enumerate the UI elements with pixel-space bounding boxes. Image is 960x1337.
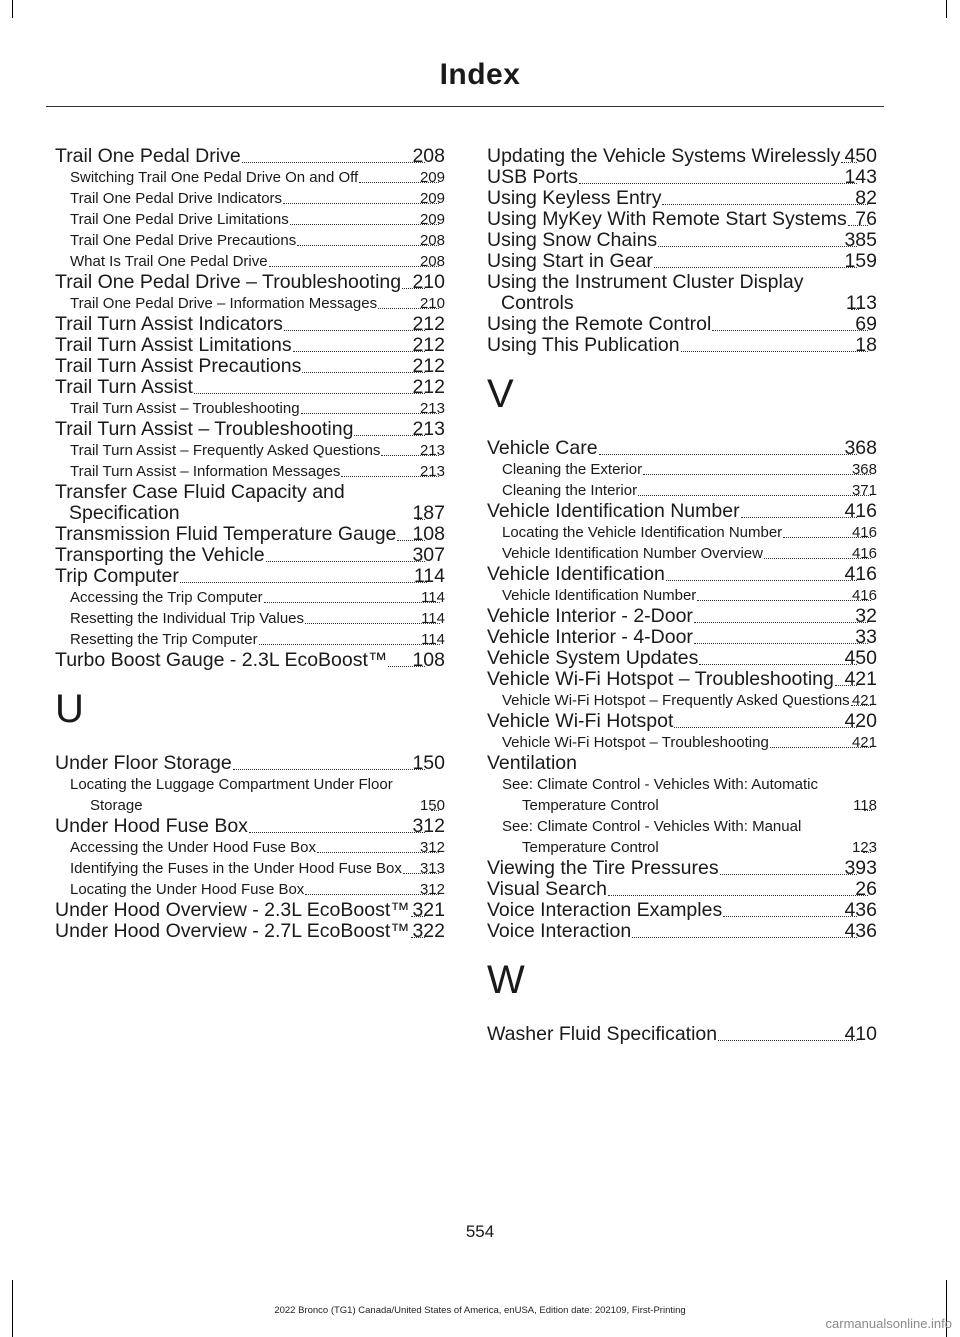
crop-mark-top-left (12, 0, 13, 18)
index-column-right (487, 146, 877, 1045)
entry-label: Vehicle Wi-Fi Hotspot – Troubleshooting (487, 668, 834, 690)
entry-label: Using MyKey With Remote Start Systems (487, 208, 847, 230)
index-entry[interactable] (487, 627, 877, 648)
entry-label: Vehicle Identification (487, 563, 665, 585)
entry-label: Trail Turn Assist Limitations (55, 334, 292, 356)
entry-page-number: 123 (851, 839, 877, 856)
index-subentry[interactable] (487, 732, 877, 753)
index-entry[interactable] (487, 900, 877, 921)
index-subentry[interactable] (55, 879, 445, 900)
dot-leader (608, 895, 868, 896)
entry-label: Accessing the Under Hood Fuse Box (70, 839, 316, 856)
index-subentry[interactable] (55, 251, 445, 272)
entry-page-number: 371 (851, 482, 877, 499)
entry-label: Trail Turn Assist – Frequently Asked Questions (70, 442, 381, 459)
entry-page-number: 322 (412, 920, 445, 942)
entry-page-number: 416 (851, 524, 877, 541)
dot-leader (694, 622, 868, 623)
entry-label: Vehicle Wi-Fi Hotspot (487, 710, 674, 732)
entry-page-number: 421 (844, 668, 877, 690)
entry-label: Trail Turn Assist (55, 376, 193, 398)
entry-label: USB Ports (487, 166, 579, 188)
entry-page-number: 416 (851, 587, 877, 604)
index-subentry[interactable] (487, 816, 877, 858)
index-subentry[interactable] (487, 480, 877, 501)
index-subentry[interactable] (487, 690, 877, 711)
entry-page-number: 18 (855, 334, 877, 356)
entry-label: Under Floor Storage (55, 752, 232, 774)
entry-page-number: 450 (844, 647, 877, 669)
entry-page-number: 368 (844, 437, 877, 459)
entry-page-number: 82 (855, 187, 877, 209)
index-entry[interactable] (487, 167, 877, 188)
entry-page-number: 385 (844, 229, 877, 251)
index-entry[interactable] (55, 482, 445, 524)
index-entry[interactable] (55, 314, 445, 335)
entry-page-number: 410 (844, 1023, 877, 1045)
dot-leader (297, 245, 439, 246)
entry-page-number: 209 (419, 169, 445, 186)
index-entry[interactable] (487, 606, 877, 627)
entry-label: Cleaning the Exterior (502, 461, 643, 478)
index-subentry[interactable] (55, 774, 445, 816)
entry-page-number: 312 (412, 815, 445, 837)
dot-leader (694, 643, 868, 644)
index-entry[interactable] (487, 711, 877, 732)
index-subentry[interactable] (487, 585, 877, 606)
index-subentry[interactable] (55, 398, 445, 419)
dot-leader (662, 204, 868, 205)
entry-page-number: 212 (412, 355, 445, 377)
index-entry[interactable] (487, 921, 877, 942)
entry-label: Viewing the Tire Pressures (487, 857, 719, 879)
entry-label: Using Keyless Entry (487, 187, 662, 209)
index-subentry[interactable] (55, 293, 445, 314)
entry-label: Identifying the Fuses in the Under Hood Fuse Box (70, 860, 402, 877)
entry-label: Vehicle Identification Number Overview (502, 545, 763, 562)
dot-leader (666, 580, 858, 581)
dot-leader (712, 330, 868, 331)
dot-leader (249, 832, 426, 833)
index-entry[interactable] (487, 209, 877, 230)
index-section-letter: U (55, 687, 84, 731)
entry-page-number: 420 (844, 710, 877, 732)
crop-mark-top-right (946, 0, 947, 18)
entry-label: Locating the Luggage Compartment Under Floor Storage (70, 776, 393, 814)
entry-page-number: 150 (412, 752, 445, 774)
dot-leader (658, 246, 857, 247)
header-divider (46, 106, 884, 107)
dot-leader (681, 351, 869, 352)
index-entry[interactable] (55, 356, 445, 377)
index-entry[interactable] (55, 566, 445, 587)
dot-leader (720, 874, 858, 875)
index-entry[interactable] (487, 314, 877, 335)
entry-label: Voice Interaction (487, 920, 632, 942)
entry-label: Using the Instrument Cluster Display Controls (487, 271, 804, 314)
page-title: Index (439, 58, 521, 91)
entry-page-number: 393 (844, 857, 877, 879)
dot-leader (180, 582, 427, 583)
entry-page-number: 114 (421, 631, 445, 648)
entry-label: Under Hood Overview - 2.7L EcoBoost™ (55, 920, 410, 942)
index-entry[interactable] (55, 921, 445, 942)
entry-page-number: 108 (412, 649, 445, 671)
entry-page-number: 312 (419, 881, 445, 898)
dot-leader (697, 600, 871, 601)
entry-label: Cleaning the Interior (502, 482, 638, 499)
entry-label: Transporting the Vehicle (55, 544, 265, 566)
entry-page-number: 208 (419, 253, 445, 270)
index-entry[interactable] (55, 545, 445, 566)
entry-label: Trail Turn Assist – Information Messages (70, 463, 341, 480)
entry-label: What Is Trail One Pedal Drive (70, 253, 268, 270)
index-subentry[interactable] (55, 167, 445, 188)
entry-page-number: 159 (844, 250, 877, 272)
entry-label: See: Climate Control - Vehicles With: Automatic Temperature Control (502, 776, 818, 814)
index-subentry[interactable] (55, 608, 445, 629)
entry-label: Vehicle Identification Number (487, 500, 740, 522)
entry-page-number: 321 (412, 899, 445, 921)
index-entry[interactable] (55, 816, 445, 837)
index-entry[interactable] (55, 272, 445, 293)
entry-label: Trail One Pedal Drive (55, 145, 241, 167)
entry-page-number: 209 (419, 211, 445, 228)
index-entry[interactable] (55, 753, 445, 774)
entry-label: Trail Turn Assist – Troubleshooting (55, 418, 354, 440)
dot-leader (638, 495, 871, 496)
entry-page-number: 212 (412, 334, 445, 356)
entry-page-number: 212 (412, 376, 445, 398)
entry-page-number: 118 (853, 797, 877, 814)
entry-page-number: 76 (855, 208, 877, 230)
dot-leader (723, 916, 857, 917)
entry-label: Trail One Pedal Drive Precautions (70, 232, 297, 249)
entry-label: Vehicle System Updates (487, 647, 699, 669)
index-entry[interactable] (55, 335, 445, 356)
entry-page-number: 212 (412, 313, 445, 335)
index-entry[interactable] (487, 564, 877, 585)
index-entry[interactable] (55, 377, 445, 398)
entry-label: Trail One Pedal Drive – Troubleshooting (55, 271, 402, 293)
index-entry[interactable] (487, 230, 877, 251)
entry-page-number: 307 (412, 544, 445, 566)
entry-label: Turbo Boost Gauge - 2.3L EcoBoost™ (55, 649, 388, 671)
dot-leader (599, 454, 858, 455)
dot-leader (290, 224, 439, 225)
entry-label: Visual Search (487, 878, 607, 900)
entry-label: Ventilation (487, 752, 577, 774)
entry-label: Transfer Case Fluid Capacity and Specification (55, 481, 345, 524)
entry-page-number: 436 (844, 899, 877, 921)
entry-page-number: 108 (412, 523, 445, 545)
index-entry[interactable] (487, 858, 877, 879)
entry-label: Resetting the Individual Trip Values (70, 610, 305, 627)
entry-label: Using Snow Chains (487, 229, 658, 251)
entry-page-number: 421 (851, 692, 877, 709)
dot-leader (293, 351, 426, 352)
entry-label: Vehicle Interior - 2-Door (487, 605, 693, 627)
entry-label: Trail Turn Assist Precautions (55, 355, 302, 377)
index-subentry[interactable] (55, 209, 445, 230)
entry-page-number: 436 (844, 920, 877, 942)
dot-leader (266, 561, 426, 562)
entry-page-number: 208 (419, 232, 445, 249)
dot-leader (718, 1040, 857, 1041)
entry-label: Vehicle Wi-Fi Hotspot – Troubleshooting (502, 734, 769, 751)
entry-label: Resetting the Trip Computer (70, 631, 258, 648)
entry-page-number: 312 (419, 839, 445, 856)
entry-page-number: 213 (419, 400, 445, 417)
index-subentry[interactable] (55, 188, 445, 209)
dot-leader (301, 413, 439, 414)
entry-page-number: 32 (855, 605, 877, 627)
entry-label: Trail One Pedal Drive – Information Messages (70, 295, 378, 312)
entry-page-number: 213 (419, 442, 445, 459)
entry-label: Updating the Vehicle Systems Wirelessly (487, 145, 841, 167)
dot-leader (305, 623, 440, 624)
entry-label: Vehicle Interior - 4-Door (487, 626, 693, 648)
entry-page-number: 313 (419, 860, 445, 877)
dot-leader (233, 769, 426, 770)
dot-leader (269, 266, 439, 267)
index-entry[interactable] (55, 524, 445, 545)
dot-leader (242, 162, 426, 163)
entry-label: Trail One Pedal Drive Limitations (70, 211, 289, 228)
entry-page-number: 150 (419, 797, 445, 814)
index-entry[interactable] (487, 438, 877, 459)
index-subentry[interactable] (487, 543, 877, 564)
entry-label: Trip Computer (55, 565, 179, 587)
dot-leader (283, 203, 439, 204)
dot-leader (579, 183, 857, 184)
entry-page-number: 368 (851, 461, 877, 478)
entry-page-number: 33 (855, 626, 877, 648)
entry-label: Locating the Vehicle Identification Number (502, 524, 783, 541)
index-subentry[interactable] (55, 230, 445, 251)
index-entry[interactable] (55, 900, 445, 921)
index-entry[interactable] (487, 753, 877, 774)
entry-label: Trail Turn Assist Indicators (55, 313, 283, 335)
dot-leader (643, 474, 871, 475)
entry-page-number: 69 (855, 313, 877, 335)
entry-label: Under Hood Fuse Box (55, 815, 248, 837)
dot-leader (699, 664, 857, 665)
index-column-left (55, 146, 445, 942)
index-section-letter: W (487, 958, 525, 1002)
index-subentry[interactable] (55, 629, 445, 650)
entry-page-number: 416 (844, 563, 877, 585)
entry-label: Transmission Fluid Temperature Gauge (55, 523, 397, 545)
index-subentry[interactable] (55, 587, 445, 608)
edition-footer: 2022 Bronco (TG1) Canada/United States of America, enUSA, Edition date: 202109, First-Printing (274, 1305, 686, 1316)
dot-leader (284, 330, 426, 331)
entry-page-number: 26 (855, 878, 877, 900)
entry-label: Using This Publication (487, 334, 680, 356)
entry-page-number: 421 (851, 734, 877, 751)
entry-page-number: 416 (851, 545, 877, 562)
entry-label: Using the Remote Control (487, 313, 712, 335)
entry-label: Using Start in Gear (487, 250, 653, 272)
entry-label: Trail One Pedal Drive Indicators (70, 190, 283, 207)
entry-label: See: Climate Control - Vehicles With: Manual Temperature Control (502, 818, 802, 856)
index-entry[interactable] (487, 188, 877, 209)
dot-leader (654, 267, 858, 268)
page-number: 554 (465, 1222, 495, 1241)
entry-page-number: 114 (421, 589, 445, 606)
dot-leader (302, 372, 425, 373)
entry-page-number: 143 (844, 166, 877, 188)
index-subentry[interactable] (55, 440, 445, 461)
index-entry[interactable] (487, 335, 877, 356)
dot-leader (741, 517, 858, 518)
index-subentry[interactable] (487, 522, 877, 543)
index-subentry[interactable] (55, 858, 445, 879)
entry-label: Accessing the Trip Computer (70, 589, 263, 606)
index-section-letter: V (487, 372, 514, 416)
index-entry[interactable] (55, 419, 445, 440)
index-entry[interactable] (55, 146, 445, 167)
entry-label: Voice Interaction Examples (487, 899, 723, 921)
dot-leader (264, 602, 440, 603)
index-subentry[interactable] (55, 461, 445, 482)
dot-leader (194, 393, 425, 394)
entry-label: Vehicle Wi-Fi Hotspot – Frequently Asked Questions (502, 692, 850, 709)
entry-label: Washer Fluid Specification (487, 1023, 718, 1045)
index-subentry[interactable] (487, 459, 877, 480)
entry-label: Trail Turn Assist – Troubleshooting (70, 400, 300, 417)
index-entry[interactable] (487, 272, 877, 314)
index-entry[interactable] (487, 669, 877, 690)
entry-label: Vehicle Identification Number (502, 587, 697, 604)
index-subentry[interactable] (487, 774, 877, 816)
entry-page-number: 416 (844, 500, 877, 522)
entry-label: Locating the Under Hood Fuse Box (70, 881, 305, 898)
entry-page-number: 450 (844, 145, 877, 167)
index-subentry[interactable] (55, 837, 445, 858)
entry-page-number: 208 (412, 145, 445, 167)
entry-page-number: 213 (419, 463, 445, 480)
dot-leader (259, 644, 440, 645)
index-entry[interactable] (55, 650, 445, 671)
entry-label: Under Hood Overview - 2.3L EcoBoost™ (55, 899, 410, 921)
entry-page-number: 210 (412, 271, 445, 293)
index-entry[interactable] (487, 146, 877, 167)
entry-page-number: 114 (413, 565, 445, 587)
dot-leader (305, 894, 439, 895)
index-entry[interactable] (487, 1024, 877, 1045)
watermark: carmanualsonline.info (825, 1316, 952, 1331)
entry-page-number: 187 (412, 502, 445, 524)
dot-leader (674, 727, 857, 728)
entry-page-number: 113 (845, 292, 877, 314)
dot-leader (632, 937, 857, 938)
index-entry[interactable] (487, 648, 877, 669)
entry-label: Switching Trail One Pedal Drive On and Off (70, 169, 359, 186)
entry-page-number: 210 (419, 295, 445, 312)
entry-label: Vehicle Care (487, 437, 598, 459)
index-entry[interactable] (487, 251, 877, 272)
entry-page-number: 209 (419, 190, 445, 207)
entry-page-number: 114 (421, 610, 445, 627)
index-entry[interactable] (487, 879, 877, 900)
index-entry[interactable] (487, 501, 877, 522)
entry-page-number: 213 (412, 418, 445, 440)
